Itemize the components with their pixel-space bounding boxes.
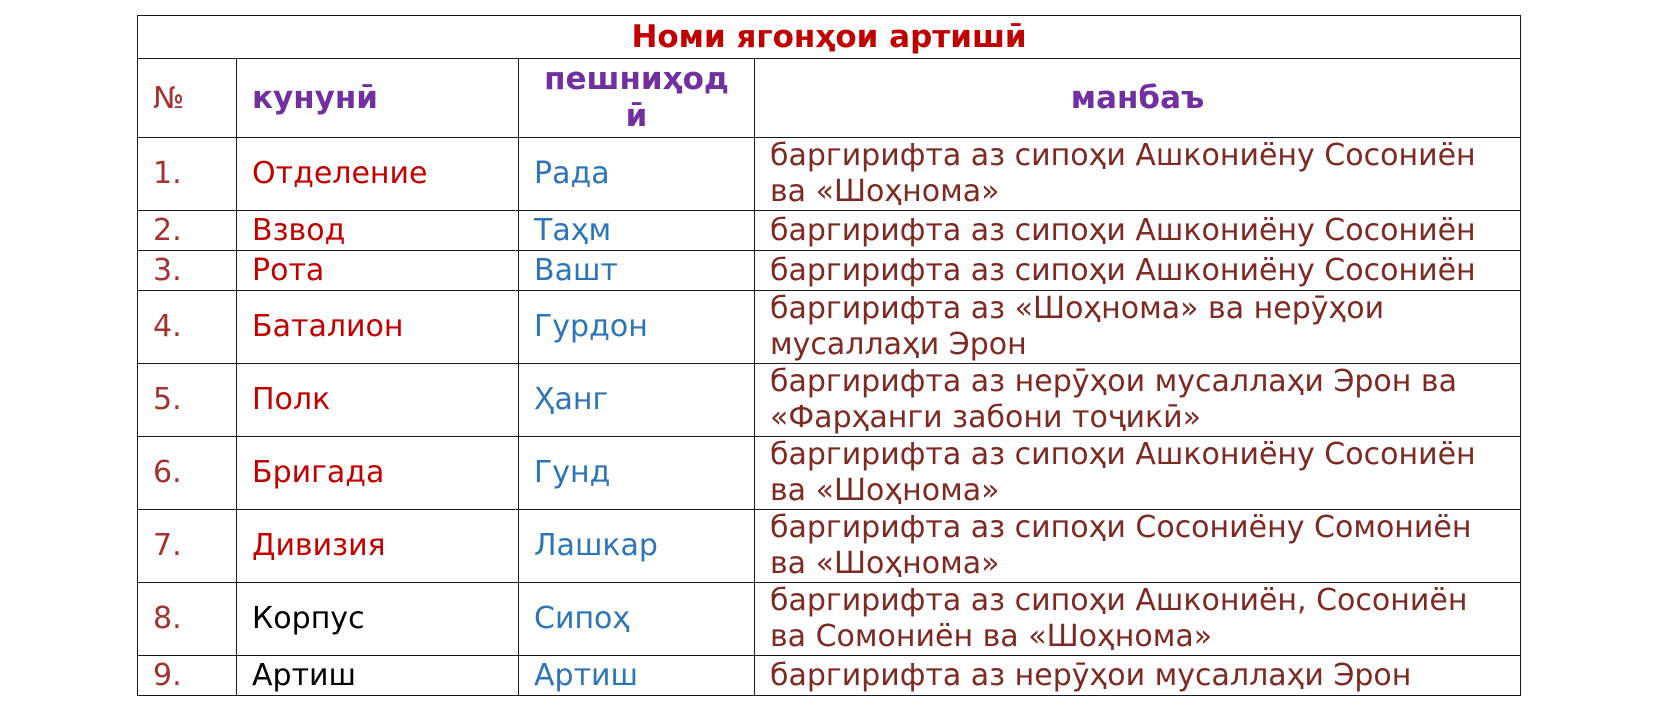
row-number: 2. bbox=[138, 211, 237, 251]
title-row bbox=[138, 16, 1521, 59]
source-cell: баргирифта аз сипоҳи Сосониёну Сомониён ва «Шоҳнома» bbox=[755, 510, 1521, 583]
table-row bbox=[138, 364, 1521, 437]
table-row bbox=[138, 510, 1521, 583]
source-cell: баргирифта аз сипоҳи Ашкониён, Сосониён ва Сомониён ва «Шоҳнома» bbox=[755, 583, 1521, 656]
source-cell: баргирифта аз «Шоҳнома» ва нерӯҳои мусаллаҳи Эрон bbox=[755, 291, 1521, 364]
current-name-cell: Бригада bbox=[237, 437, 519, 510]
row-number: 8. bbox=[138, 583, 237, 656]
proposed-name-cell: Рада bbox=[519, 138, 755, 211]
source-cell: баргирифта аз сипоҳи Ашкониёну Сосониён bbox=[755, 211, 1521, 251]
header-number: № bbox=[138, 59, 237, 138]
table-row bbox=[138, 211, 1521, 251]
header-proposed: пешниҳод ӣ bbox=[519, 59, 755, 138]
table-row bbox=[138, 583, 1521, 656]
table-row bbox=[138, 291, 1521, 364]
table-row bbox=[138, 656, 1521, 696]
row-number: 4. bbox=[138, 291, 237, 364]
proposed-name-cell: Гурдон bbox=[519, 291, 755, 364]
current-name-cell: Баталион bbox=[237, 291, 519, 364]
proposed-name-cell: Таҳм bbox=[519, 211, 755, 251]
proposed-name-cell: Ҳанг bbox=[519, 364, 755, 437]
row-number: 3. bbox=[138, 251, 237, 291]
source-cell: баргирифта аз нерӯҳои мусаллаҳи Эрон bbox=[755, 656, 1521, 696]
current-name-cell: Рота bbox=[237, 251, 519, 291]
proposed-name-cell: Сипоҳ bbox=[519, 583, 755, 656]
table-row bbox=[138, 437, 1521, 510]
current-name-cell: Артиш bbox=[237, 656, 519, 696]
source-cell: баргирифта аз сипоҳи Ашкониёну Сосониён ва «Шоҳнома» bbox=[755, 138, 1521, 211]
proposed-name-cell: Лашкар bbox=[519, 510, 755, 583]
header-row bbox=[138, 59, 1521, 138]
table-row bbox=[138, 138, 1521, 211]
source-cell: баргирифта аз сипоҳи Ашкониёну Сосониён bbox=[755, 251, 1521, 291]
row-number: 9. bbox=[138, 656, 237, 696]
table-row bbox=[138, 251, 1521, 291]
army-units-table bbox=[137, 15, 1521, 696]
proposed-name-cell: Артиш bbox=[519, 656, 755, 696]
row-number: 7. bbox=[138, 510, 237, 583]
current-name-cell: Отделение bbox=[237, 138, 519, 211]
proposed-name-cell: Гунд bbox=[519, 437, 755, 510]
table-title: Номи ягонҳои артишӣ bbox=[138, 16, 1521, 59]
current-name-cell: Дивизия bbox=[237, 510, 519, 583]
proposed-name-cell: Вашт bbox=[519, 251, 755, 291]
current-name-cell: Полк bbox=[237, 364, 519, 437]
header-current: кунунӣ bbox=[237, 59, 519, 138]
row-number: 1. bbox=[138, 138, 237, 211]
row-number: 6. bbox=[138, 437, 237, 510]
header-source: манбаъ bbox=[755, 59, 1521, 138]
row-number: 5. bbox=[138, 364, 237, 437]
current-name-cell: Взвод bbox=[237, 211, 519, 251]
current-name-cell: Корпус bbox=[237, 583, 519, 656]
source-cell: баргирифта аз сипоҳи Ашкониёну Сосониён ва «Шоҳнома» bbox=[755, 437, 1521, 510]
source-cell: баргирифта аз нерӯҳои мусаллаҳи Эрон ва «Фарҳанги забони тоҷикӣ» bbox=[755, 364, 1521, 437]
